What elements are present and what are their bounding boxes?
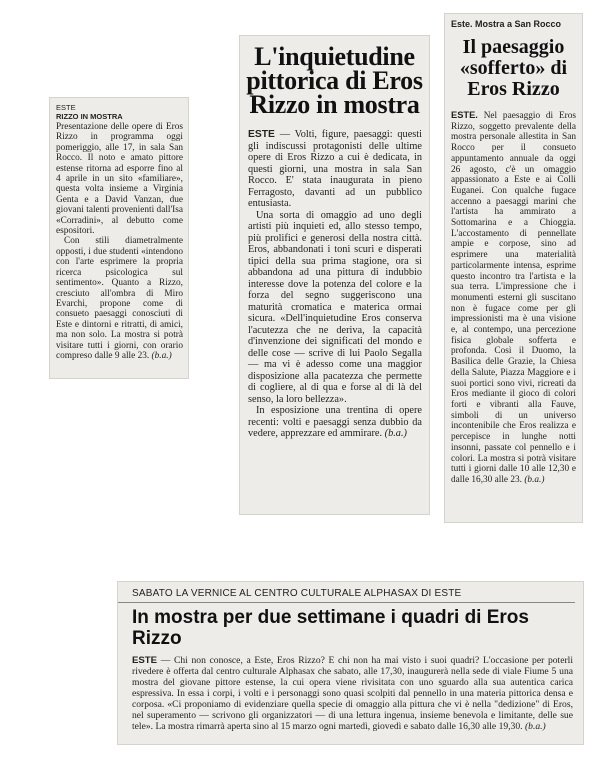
paragraph-text: Con stili diametralmente opposti, i due studenti «intendono con l'arte esprimere la propria ricerca psicologica sul sentimento». Quanto a Rizzo, cresciuto all'ombra di Miro Evarchi, propone come di consueto paesaggi conosciuti di Este e dintorni e ritratti, di amici, ma non solo. La mostra si potrà visitare tutti i giorni, con orario compreso dalle 9 alle 23. — [56, 236, 183, 361]
clipping-inquietudine-pittorica — [240, 36, 429, 514]
paragraph — [451, 110, 576, 486]
dateline: ESTE — [248, 129, 275, 140]
clipping-kicker: Este. Mostra a San Rocco — [451, 19, 562, 29]
paragraph-text: In esposizione una trentina di opere recenti: volti e paesaggi senza dubbio da vedere, apprezzare ed ammirare. — [248, 405, 422, 439]
author-signature: (b.a.) — [524, 474, 545, 485]
dateline: ESTE — [132, 655, 158, 666]
paragraph: Una sorta di omaggio ad uno degli artisti più inquieti ed, allo stesso tempo, più prolifici e generosi della nostra città. Eros, abbandonati i toni scuri e disperati tipici della sua prima stagione, ora si abbandona ad una pittura di indubbio interesse dove la potenza del colore e la forza del segno suggeriscono una maturità cromatica e materica ormai sicura. «Dell'inquietudine Eros conserva l'acutezza che ne deriva, la capacità d'invenzione dei significati del mondo e delle cose — scrive di lui Paolo Segalla — ma vi è adesso come una maggior disposizione alla pacatezza che permette di cogliere, al di qua e forse al di là del senso, la loro bellezza». — [248, 209, 422, 405]
clipping-paesaggio-sofferto — [445, 14, 582, 522]
paragraph — [132, 655, 573, 732]
paragraph — [248, 129, 422, 210]
author-signature: (b.a.) — [524, 721, 546, 732]
author-signature: (b.a.) — [151, 350, 172, 361]
paragraph-text: — Chi non conosce, a Este, Eros Rizzo? E chi non ha mai visto i suoi quadri? L'occasione per poterli rivedere è offerta dal centro culturale Alphasax che sabato, alle 17,30, inaugurerà nella sede di viale Fiume 5 una mostra del giovane pittore estense, la cui opera viene rivisitata con uno sguardo alla sua autentica carica espressiva. In essa i corpi, i volti e i personaggi sono quasi scolpiti dal pennello in una materia pittorica densa e corposa. «Ci proponiamo di evidenziare quella specie di omaggio alla pittura che vi è nella "dedizione" di Eros, nel superamento — scrivono gli organizzatori — di una lettura ingenua, insieme benevola e limitante, delle sue tele». La mostra rimarrà aperta sino al 15 marzo ogni martedì, giovedì e sabato dalle 16,30 alle 19,30. — [132, 655, 573, 732]
clipping-body — [445, 110, 582, 486]
clipping-kicker: SABATO LA VERNICE AL CENTRO CULTURALE ALPHASAX DI ESTE — [118, 582, 575, 603]
clipping-body — [50, 121, 188, 361]
author-signature: (b.a.) — [384, 428, 407, 439]
paragraph-text: — Volti, figure, paesaggi: questi gli indiscussi protagonisti delle ultime opere di Eros Rizzo a cui è dedicata, in questi giorni, una mostra in sala San Rocco. E' stata inaugurata in pieno Ferragosto, davanti ad un pubblico entusiasta. — [248, 129, 422, 209]
clipping-subkicker: RIZZO IN MOSTRA — [56, 112, 123, 121]
paragraph — [248, 405, 422, 440]
paragraph-text: Nel paesaggio di Eros Rizzo, soggetto prevalente della mostra personale allestita in San Rocco per il consueto appuntamento annuale da oggi 26 agosto, c'è un omaggio appassionato a Este e ai Colli Euganei. Con qualche fugace accenno a paesaggi marini che l'artista ha ammirato a Sottomarina e a Chioggia. L'accostamento di pennellate ampie e corpose, sino ad esprimere una materialità particolarmente intensa, esprime questo incontro tra l'artista e la sua terra. L'impressione che i monumenti esterni gli suscitano non è fugace come per gli impressionisti ma è una visione e, al contempo, una percezione fisica globale sofferta e profonda. Così il Duomo, la Basilica delle Grazie, la Chiesa della Salute, Piazza Maggiore e i suoi portici sono vivi, ricreati da Eros mediante il gioco di colori forti e vibranti alla Fauve, simboli di un universo incontenibile che Eros realizza e percepisce in lunghe notti insonni, passate col pennello e i colori. La mostra si potrà visitare tutti i giorni dalle 10 alle 12,30 e dalle 16,30 alle 23. — [451, 111, 576, 485]
clipping-headline: In mostra per due settimane i quadri di Eros Rizzo — [132, 607, 529, 649]
dateline: ESTE. — [451, 110, 478, 120]
clipping-headline: Il paesaggio «sofferto» di Eros Rizzo — [459, 36, 568, 100]
clipping-mostra-due-settimane — [118, 582, 583, 744]
clipping-rizzo-in-mostra — [50, 98, 188, 378]
clipping-headline: L'inquietudine pittorica di Eros Rizzo in mostra — [246, 42, 423, 119]
paragraph: Presentazione delle opere di Eros Rizzo in programma oggi pomeriggio, alle 17, in sala San Rocco. Il noto e amato pittore estense ritorna ad esporre fino al 4 aprile in un sito «familiare», questa volta insieme a Virginia Genta e a David Vanzan, due giovani talenti provenienti dall'Isa «Corradini», al debutto come espositori. — [56, 122, 183, 237]
paragraph — [56, 236, 183, 361]
clipping-body — [240, 129, 429, 440]
clipping-body — [118, 655, 583, 732]
clipping-kicker: ESTE — [56, 103, 76, 112]
